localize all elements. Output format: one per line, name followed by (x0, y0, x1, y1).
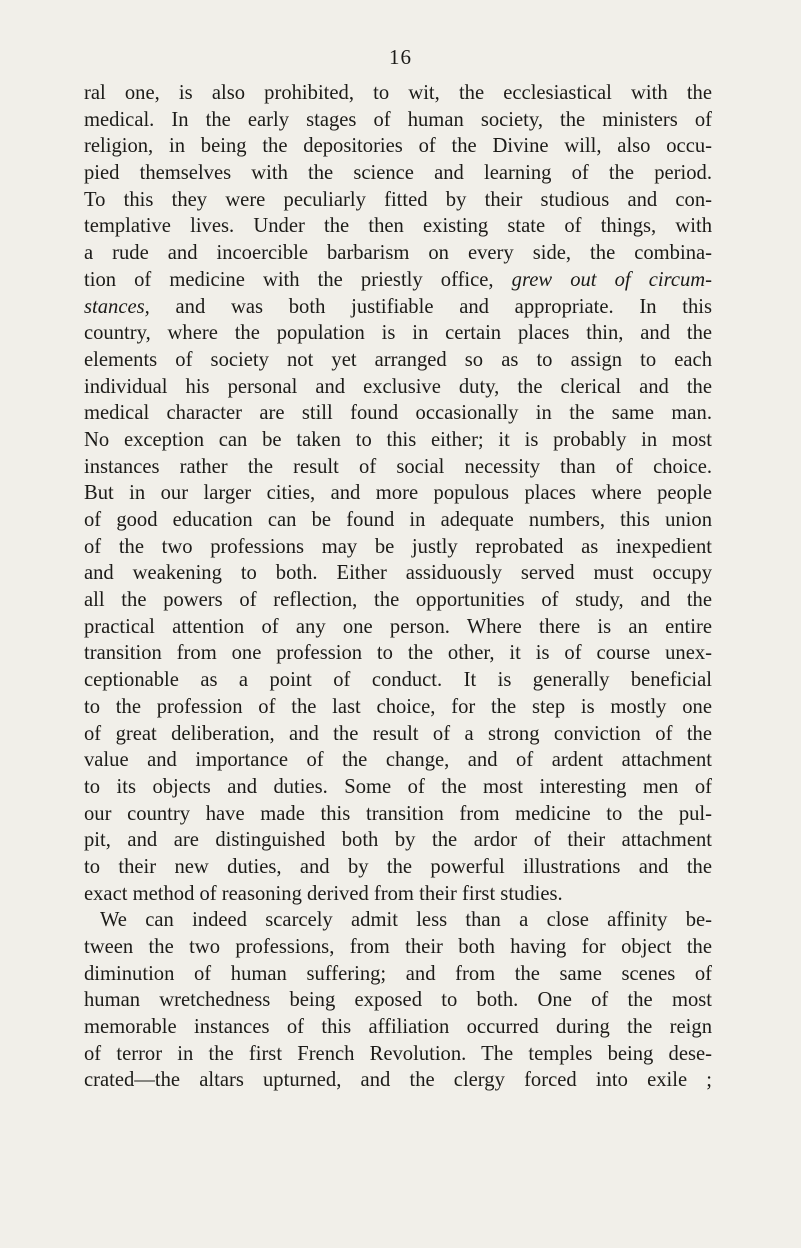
text-line: diminution of human suffering; and from the same scenes of (84, 962, 712, 985)
text-line: all the powers of reflection, the opportunities of study, and the (84, 589, 712, 612)
text-line: transition from one profession to the other, it is of course unex- (84, 642, 712, 665)
text-line: stances, and was both justifiable and appropriate. In this (84, 295, 712, 318)
text-line: instances rather the result of social necessity than of choice. (84, 455, 712, 478)
text-line: of terror in the first French Revolution. The temples being dese- (84, 1042, 712, 1065)
text-line: to their new duties, and by the powerful illustrations and the (84, 855, 712, 878)
text-line: crated—the altars upturned, and the clergy forced into exile ; (84, 1069, 712, 1092)
text-line: of good education can be found in adequate numbers, this union (84, 509, 712, 531)
text-line: individual his personal and exclusive duty, the clerical and the (84, 375, 712, 398)
text-line: religion, in being the depositories of the Divine will, also occu- (84, 135, 712, 158)
text-line: We can indeed scarcely admit less than a close affinity be- (100, 909, 712, 932)
text-line: our country have made this transition from medicine to the pul- (84, 802, 712, 825)
text-line: country, where the population is in certain places thin, and the (84, 322, 712, 345)
text-line: No exception can be taken to this either; it is probably in most (84, 428, 712, 451)
text-line: But in our larger cities, and more populous places where people (84, 482, 712, 505)
text-line: practical attention of any one person. Where there is an entire (84, 615, 712, 638)
text-line: pied themselves with the science and learning of the period. (84, 162, 712, 185)
text-line: medical character are still found occasionally in the same man. (84, 402, 712, 425)
text-line: and weakening to both. Either assiduously served must occupy (84, 562, 712, 585)
page-number: 16 (389, 45, 412, 69)
italic-phrase: stances, (84, 295, 150, 318)
text-line: pit, and are distinguished both by the ardor of their attachment (84, 829, 712, 852)
text-line: templative lives. Under the then existing state of things, with (84, 215, 712, 238)
text-line: tween the two professions, from their both having for object the (84, 936, 712, 958)
body-text (84, 80, 712, 1094)
text-line: ceptionable as a point of conduct. It is generally beneficial (84, 669, 712, 692)
text-line: memorable instances of this affiliation occurred during the reign (84, 1016, 712, 1039)
text-line: medical. In the early stages of human society, the ministers of (84, 108, 712, 131)
text-line: a rude and incoercible barbarism on every side, the combina- (84, 242, 712, 265)
text-line: of the two professions may be justly reprobated as inexpedient (84, 535, 712, 558)
text-line: value and importance of the change, and of ardent attachment (84, 749, 712, 772)
text-line: exact method of reasoning derived from their first studies. (84, 882, 563, 905)
text-line: elements of society not yet arranged so as to assign to each (84, 348, 712, 371)
text-line: tion of medicine with the priestly office, grew out of circum- (84, 268, 712, 291)
italic-phrase: grew out of circum- (511, 268, 712, 291)
text-line: To this they were peculiarly fitted by their studious and con- (84, 188, 712, 211)
text-line: ral one, is also prohibited, to wit, the ecclesiastical with the (84, 82, 712, 104)
text-line: human wretchedness being exposed to both. One of the most (84, 989, 712, 1012)
text-line: to its objects and duties. Some of the most interesting men of (84, 775, 712, 798)
text-line: of great deliberation, and the result of a strong conviction of the (84, 722, 712, 745)
text-line: to the profession of the last choice, for the step is mostly one (84, 695, 712, 718)
